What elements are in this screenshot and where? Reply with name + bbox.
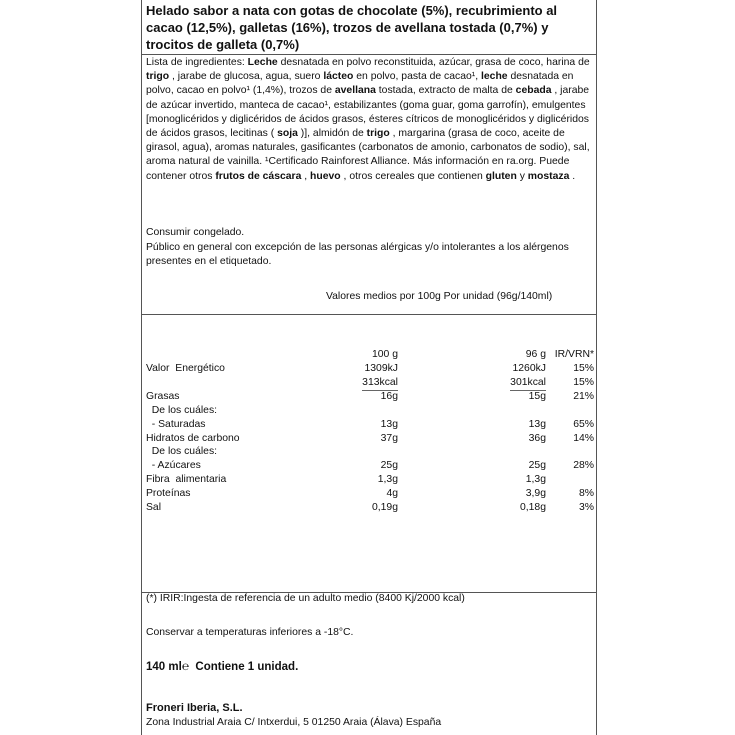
allergen-term: huevo — [310, 170, 341, 182]
ingredient-text: desnatada en polvo, cacao en polvo¹ (1,4%), trozos de — [146, 71, 574, 97]
ir-header: IR/VRN* — [554, 349, 594, 360]
per-unit-value: 15g — [528, 390, 546, 402]
nutrition-row — [146, 376, 594, 390]
estimated-sign-icon: ℮ — [181, 659, 190, 673]
per-unit-value: 25g — [528, 460, 546, 472]
nutrition-row — [146, 459, 594, 473]
per-unit-value: 13g — [528, 418, 546, 430]
nutrition-row — [146, 473, 594, 487]
nutrition-row — [146, 390, 594, 404]
ingredient-text: , jarabe de glucosa, agua, suero — [169, 71, 324, 83]
nutrition-row — [146, 362, 594, 376]
per100-value: 37g — [380, 432, 398, 444]
ir-value: 21% — [573, 390, 594, 402]
ingredient-text: . — [569, 170, 576, 182]
ingredient-text: )], almidón de — [297, 128, 367, 140]
per-unit-value: 301kcal — [510, 376, 546, 391]
per100-value: 313kcal — [362, 376, 398, 391]
nutrient-name: Sal — [146, 502, 162, 513]
nutrient-name: Valor Energético — [146, 363, 225, 374]
allergen-term: cebada — [515, 85, 552, 97]
per-unit-header: 96 g — [525, 349, 546, 360]
allergen-term: Leche — [247, 57, 278, 68]
ingredient-text: , — [301, 170, 311, 182]
nutrition-row — [146, 445, 594, 459]
per-unit-value: 1260kJ — [512, 363, 546, 374]
nutrient-name: Grasas — [146, 390, 180, 402]
ir-value: 28% — [573, 460, 594, 472]
ir-value: 3% — [578, 502, 594, 513]
allergen-term: frutos de cáscara — [215, 170, 302, 182]
product-label — [141, 0, 597, 735]
nutrient-name: De los cuáles: — [146, 404, 218, 416]
per100-value: 0,19g — [371, 502, 398, 513]
allergen-term: trigo — [366, 128, 390, 140]
table-divider — [142, 314, 596, 315]
per100-value: 1309kJ — [364, 363, 398, 374]
per100-value: 16g — [380, 390, 398, 402]
allergen-term: avellana — [334, 85, 376, 97]
units-contained: Contiene 1 unidad. — [195, 661, 299, 673]
nutrition-row — [146, 418, 594, 432]
per100-header: 100 g — [371, 349, 398, 360]
storage-usage: Consumir congelado. — [146, 227, 245, 238]
nutrition-row — [146, 487, 594, 501]
nutrition-row — [146, 432, 594, 446]
per-unit-value: 1,3g — [525, 474, 546, 486]
ingredient-text: tostada, extracto de malta de — [375, 85, 516, 97]
ingredients-list — [146, 56, 592, 184]
company-address: Zona Industrial Araia C/ Intxerdui, 5 01250 Araia (Álava) España — [146, 717, 442, 728]
nutrient-name: De los cuáles: — [146, 446, 218, 458]
values-header: Valores medios por 100g Por unidad (96g/140ml) — [326, 291, 553, 302]
ingredient-text: Lista de ingredientes: — [146, 57, 248, 68]
volume: 140 ml — [146, 661, 182, 673]
allergen-term: gluten — [485, 170, 517, 182]
per100-value: 4g — [386, 488, 398, 500]
ir-value: 65% — [573, 418, 594, 430]
ir-value: 15% — [573, 363, 594, 374]
per-unit-value: 3,9g — [525, 488, 546, 500]
product-title: Helado sabor a nata con gotas de chocolate (5%), recubrimiento al cacao (12,5%), galletas (16%), trozos de avellana tostada (0,7%) y trocitos de galleta (0,7%) — [146, 3, 558, 52]
nutrition-row — [146, 404, 594, 418]
per100-value: 13g — [380, 418, 398, 430]
ingredient-text: , jarabe de azúcar invertido, manteca de cacao¹, estabilizantes (goma guar, goma garrofín), emulgentes [monoglicéridos y diglicéridos de ácidos grasos, ésteres cítricos de monoglicéridos y diglicéridos de ácidos grasos, lecitinas ( — [146, 85, 590, 140]
nutrient-name: - Saturadas — [146, 418, 206, 430]
nutrition-header-row — [146, 348, 594, 362]
per100-value: 25g — [380, 460, 398, 472]
ir-value: 15% — [573, 376, 594, 388]
ir-footnote: (*) IRIR:Ingesta de referencia de un adulto medio (8400 Kj/2000 kcal) — [146, 593, 465, 604]
allergen-term: leche — [481, 71, 508, 83]
per-unit-value: 0,18g — [519, 502, 546, 513]
per-unit-value: 36g — [528, 432, 546, 444]
ir-value: 8% — [578, 488, 594, 500]
ingredient-text: en polvo, pasta de cacao¹, — [353, 71, 482, 83]
nutrient-name: Proteínas — [146, 488, 191, 500]
company-name: Froneri Iberia, S.L. — [146, 702, 243, 714]
ir-value: 14% — [573, 432, 594, 444]
storage-temperature: Conservar a temperaturas inferiores a -18°C. — [146, 627, 354, 638]
ingredient-text: , margarina (grasa de coco, aceite de girasol, agua), aromas naturales, gasificantes (carbonatos de amonio, carbonatos de sodio), sal, aroma natural de vainilla. ¹Certificado Rainforest Alliance. Más información en ra.org. Puede contener otros — [146, 128, 590, 182]
ingredient-text: y — [516, 170, 528, 182]
per100-value: 1,3g — [377, 474, 398, 486]
ingredient-text: , otros cereales que contienen — [340, 170, 486, 182]
nutrition-row — [146, 501, 594, 515]
nutrient-name: Fibra alimentaria — [146, 474, 227, 486]
nutrient-name: Hidratos de carbono — [146, 432, 240, 444]
ingredient-text: desnatada en polvo reconstituida, azúcar, grasa de coco, harina de — [277, 57, 590, 68]
nutrient-name: - Azúcares — [146, 460, 201, 472]
net-contents — [146, 659, 298, 673]
allergen-term: lácteo — [323, 71, 354, 83]
allergen-term: soja — [277, 128, 298, 140]
title-divider — [142, 54, 596, 55]
allergen-notice: Público en general con excepción de las personas alérgicas y/o intolerantes a los alérgenos presentes en el etiquetado. — [146, 242, 569, 268]
allergen-term: mostaza — [527, 170, 570, 182]
allergen-term: trigo — [146, 71, 170, 83]
